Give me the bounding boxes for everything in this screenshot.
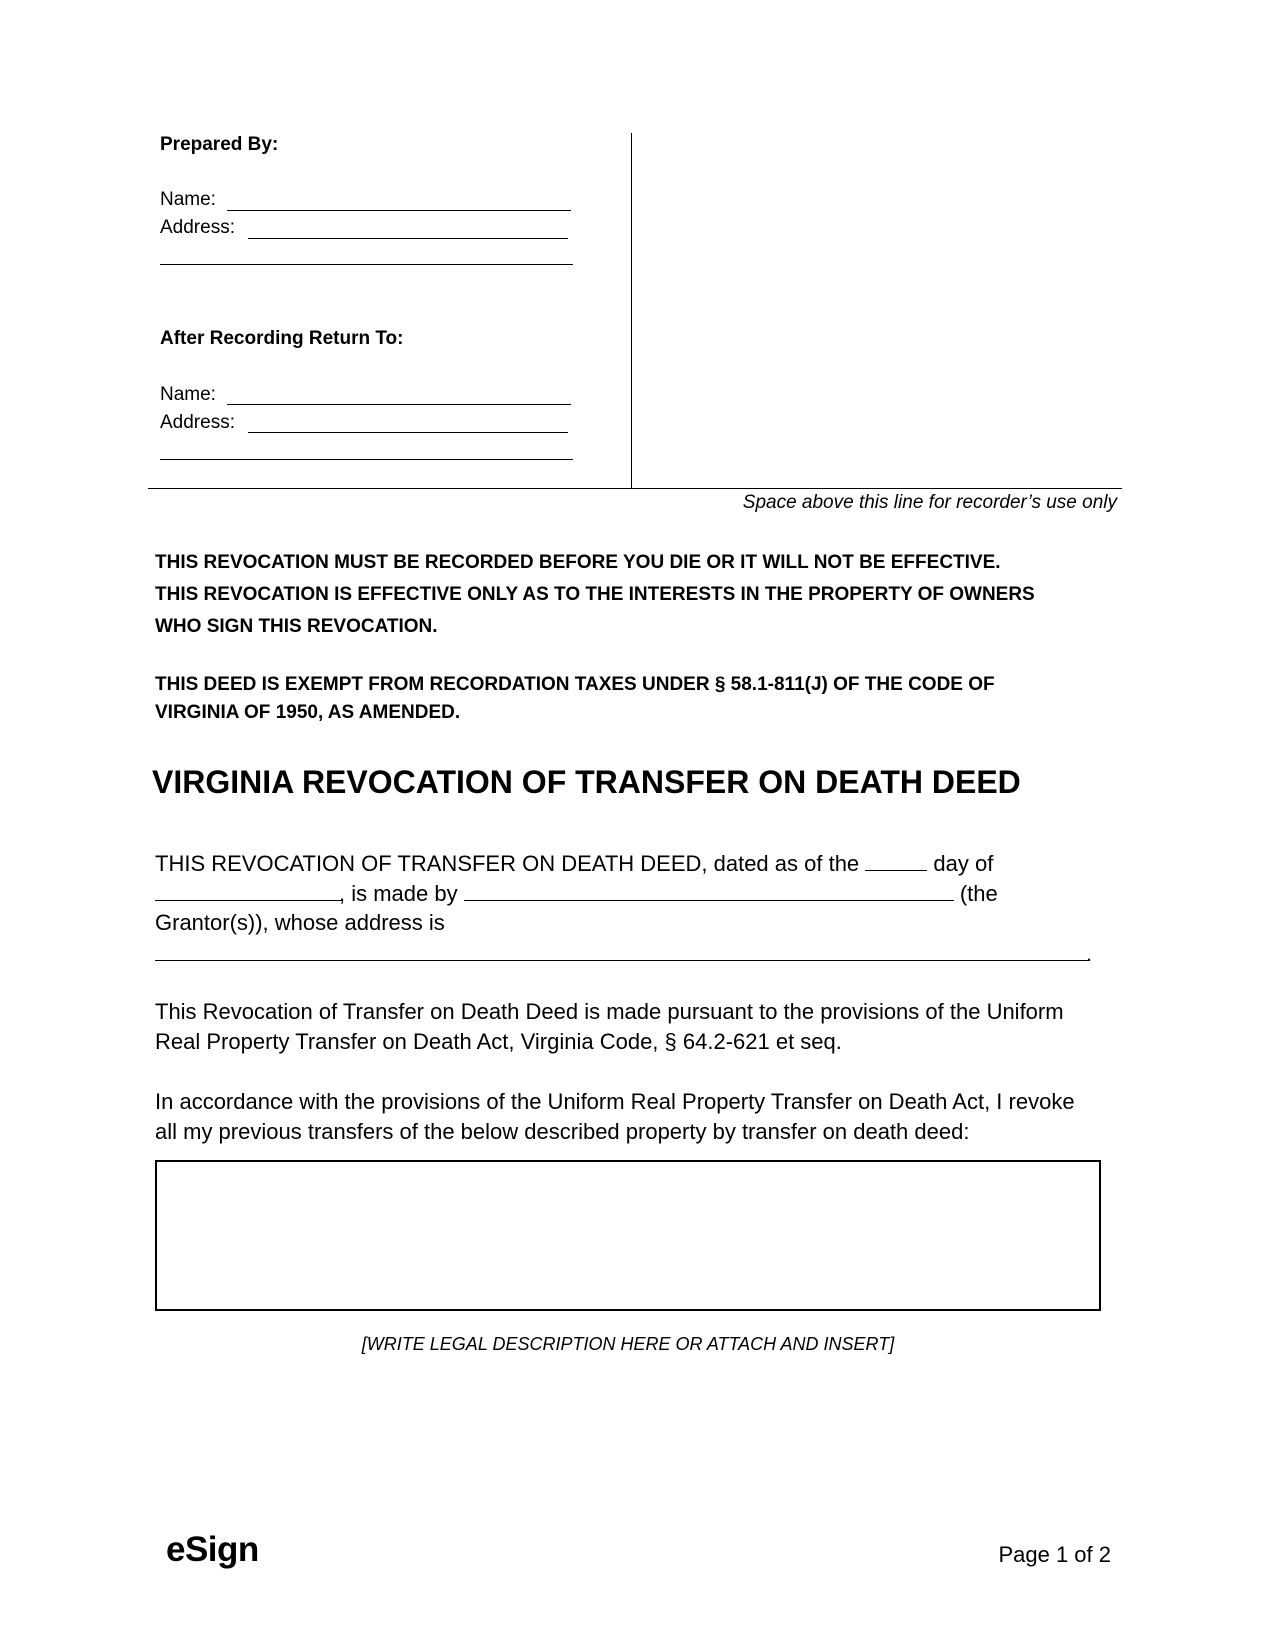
- revoke-line-2: all my previous transfers of the below described property by transfer on death deed:: [155, 1119, 970, 1144]
- page-title: VIRGINIA REVOCATION OF TRANSFER ON DEATH DEED: [152, 764, 1021, 800]
- exempt-block: [155, 671, 995, 727]
- statute-line-1: This Revocation of Transfer on Death Deed is made pursuant to the provisions of the Uniform: [155, 999, 1064, 1024]
- recorder-space-divider: [631, 133, 632, 489]
- intro-text-2: day of: [933, 851, 994, 876]
- intro-text-3: , is made by: [339, 881, 458, 906]
- intro-text-5: Grantor(s)), whose address is: [155, 910, 445, 935]
- recorder-space-line: [148, 488, 1122, 489]
- prepared-address-field-2[interactable]: [160, 264, 573, 265]
- legal-description-box[interactable]: [155, 1160, 1101, 1311]
- legal-description-caption: [WRITE LEGAL DESCRIPTION HERE OR ATTACH AND INSERT]: [361, 1334, 895, 1354]
- intro-text-1: THIS REVOCATION OF TRANSFER ON DEATH DEED, dated as of the: [155, 851, 860, 876]
- prepared-by-heading: Prepared By:: [160, 134, 279, 155]
- prepared-address-field[interactable]: [248, 238, 568, 239]
- return-address-field[interactable]: [248, 432, 568, 433]
- revoke-line-1: In accordance with the provisions of the Uniform Real Property Transfer on Death Act, I revoke: [155, 1089, 1075, 1114]
- statute-line-2: Real Property Transfer on Death Act, Virginia Code, § 64.2-621 et seq.: [155, 1029, 842, 1054]
- revoke-paragraph: [155, 1087, 1075, 1147]
- intro-paragraph: [155, 848, 1115, 968]
- notice-line-3: WHO SIGN THIS REVOCATION.: [155, 616, 438, 637]
- return-to-heading: After Recording Return To:: [160, 328, 404, 349]
- return-name-label: Name:: [160, 384, 216, 405]
- notice-line-1: THIS REVOCATION MUST BE RECORDED BEFORE YOU DIE OR IT WILL NOT BE EFFECTIVE.: [155, 552, 1001, 573]
- return-address-label: Address:: [160, 412, 235, 433]
- grantor-name-field[interactable]: [464, 878, 954, 901]
- recorder-note: Space above this line for recorder’s use only: [742, 492, 1117, 513]
- prepared-name-field[interactable]: [227, 210, 571, 211]
- intro-text-4: (the: [959, 881, 998, 906]
- exempt-line-1: THIS DEED IS EXEMPT FROM RECORDATION TAXES UNDER § 58.1-811(J) OF THE CODE OF: [155, 674, 995, 695]
- statute-paragraph: [155, 997, 1064, 1057]
- exempt-line-2: VIRGINIA OF 1950, AS AMENDED.: [155, 702, 461, 723]
- esign-logo: eSign: [166, 1530, 259, 1569]
- notice-block: [155, 547, 1035, 643]
- return-address-field-2[interactable]: [160, 459, 573, 460]
- return-name-field[interactable]: [227, 404, 571, 405]
- month-field[interactable]: [155, 878, 343, 901]
- intro-end: .: [1086, 941, 1093, 966]
- notice-line-2: THIS REVOCATION IS EFFECTIVE ONLY AS TO THE INTERESTS IN THE PROPERTY OF OWNERS: [155, 584, 1035, 605]
- grantor-address-field[interactable]: [155, 938, 1090, 961]
- page-number: Page 1 of 2: [998, 1542, 1111, 1567]
- prepared-name-label: Name:: [160, 189, 216, 210]
- day-field[interactable]: [865, 848, 927, 871]
- prepared-address-label: Address:: [160, 217, 235, 238]
